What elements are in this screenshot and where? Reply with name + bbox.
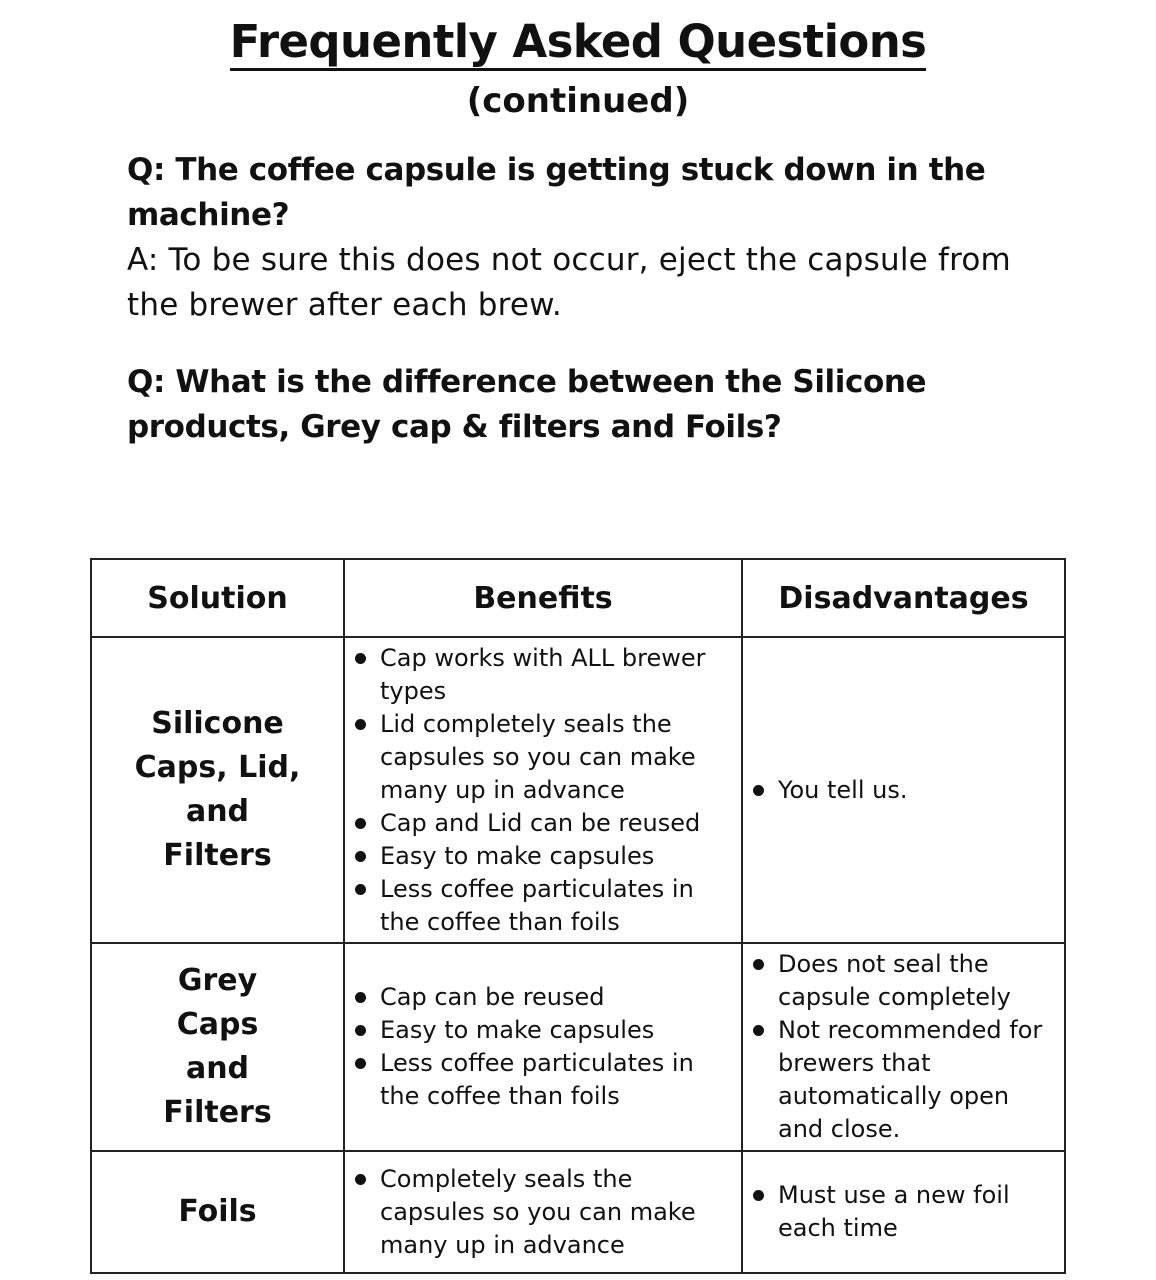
- faq-item: [127, 360, 1027, 450]
- benefits-cell: [344, 637, 742, 943]
- header-solution: Solution: [91, 559, 344, 637]
- list-item: Does not seal the capsule completely: [743, 948, 1060, 1014]
- list-item: Cap and Lid can be reused: [345, 807, 737, 840]
- solution-cell: [91, 1151, 344, 1273]
- list-item: Lid completely seals the capsules so you can make many up in advance: [345, 708, 737, 807]
- page-title-text: Frequently Asked Questions: [230, 15, 927, 71]
- solution-cell: [91, 943, 344, 1151]
- header-disadvantages: Disadvantages: [742, 559, 1065, 637]
- header-benefits: Benefits: [344, 559, 742, 637]
- list-item: Completely seals the capsules so you can make many up in advance: [345, 1163, 737, 1262]
- faq-question: Q: What is the difference between the Silicone products, Grey cap & filters and Foils?: [127, 364, 927, 445]
- faq-answer: A: To be sure this does not occur, eject the capsule from the brewer after each brew.: [127, 242, 1011, 323]
- faq-question: Q: The coffee capsule is getting stuck down in the machine?: [127, 152, 986, 233]
- benefits-list: [345, 642, 741, 939]
- page-subtitle: (continued): [466, 81, 690, 121]
- table-header-row: [91, 559, 1065, 637]
- table-row: [91, 1151, 1065, 1273]
- disadvantages-cell: [742, 637, 1065, 943]
- page-title: [0, 14, 1156, 70]
- comparison-table: [90, 558, 1066, 1274]
- faq-item: [127, 148, 1027, 328]
- table-row: [91, 637, 1065, 943]
- list-item: Not recommended for brewers that automatically open and close.: [743, 1014, 1060, 1146]
- disadvantages-list: [743, 774, 1064, 807]
- table-row: [91, 943, 1065, 1151]
- disadvantages-cell: [742, 943, 1065, 1151]
- list-item: Cap works with ALL brewer types: [345, 642, 737, 708]
- list-item: You tell us.: [743, 774, 1060, 807]
- solution-name: Silicone Caps, Lid, and Filters: [134, 706, 301, 873]
- benefits-list: [345, 981, 741, 1113]
- list-item: Less coffee particulates in the coffee than foils: [345, 873, 737, 939]
- disadvantages-list: [743, 948, 1064, 1146]
- list-item: Less coffee particulates in the coffee than foils: [345, 1047, 737, 1113]
- list-item: Cap can be reused: [345, 981, 737, 1014]
- solution-cell: [91, 637, 344, 943]
- disadvantages-list: [743, 1179, 1064, 1245]
- list-item: Must use a new foil each time: [743, 1179, 1060, 1245]
- benefits-list: [345, 1163, 741, 1262]
- solution-name: Foils: [178, 1194, 257, 1229]
- benefits-cell: [344, 943, 742, 1151]
- disadvantages-cell: [742, 1151, 1065, 1273]
- benefits-cell: [344, 1151, 742, 1273]
- list-item: Easy to make capsules: [345, 1014, 737, 1047]
- list-item: Easy to make capsules: [345, 840, 737, 873]
- solution-name: Grey Caps and Filters: [163, 963, 272, 1130]
